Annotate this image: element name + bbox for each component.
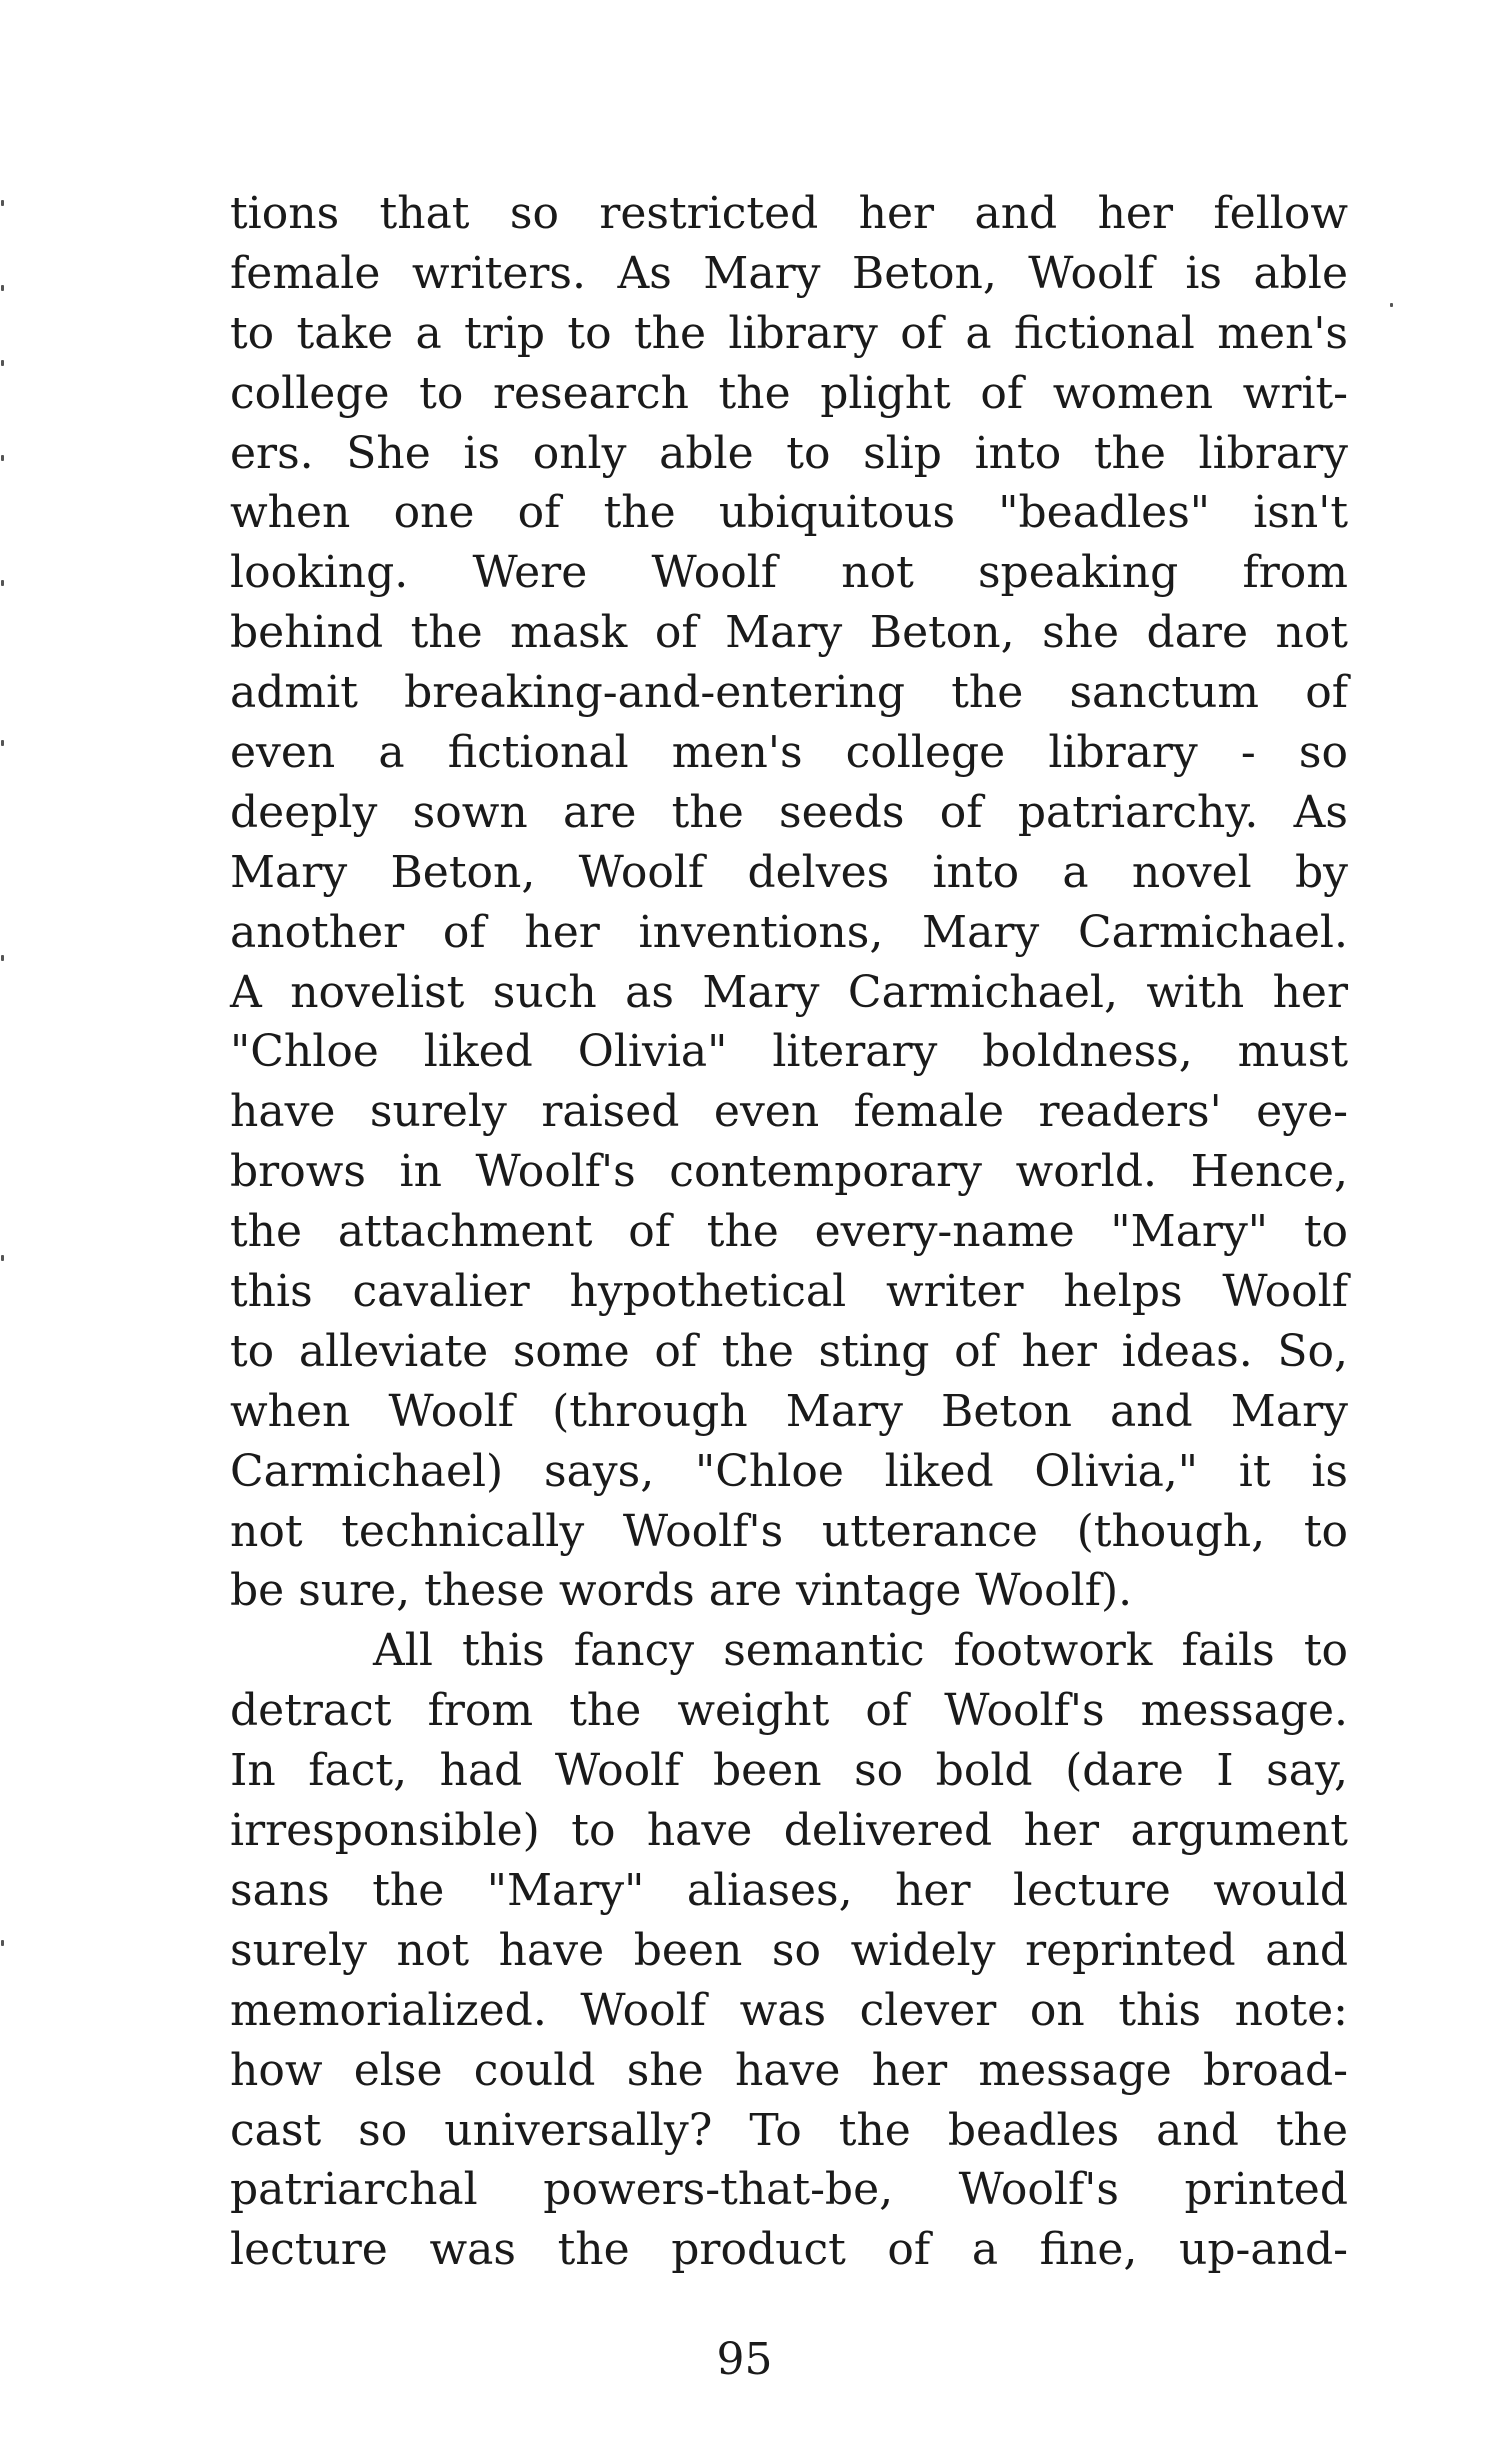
text-line: patriarchal powers-that-be, Woolf's printed: [230, 2164, 1348, 2216]
scan-speck: [1, 1940, 4, 1946]
scan-speck: [1, 200, 4, 206]
text-line: have surely raised even female readers' eye-: [230, 1086, 1348, 1138]
scan-speck: [1, 740, 4, 746]
text-line: ers. She is only able to slip into the library: [230, 427, 1348, 479]
text-line: how else could she have her message broad-: [230, 2044, 1348, 2096]
text-line: even a fictional men's college library - so: [230, 727, 1348, 779]
page-number: 95: [716, 2334, 773, 2385]
text-line: memorialized. Woolf was clever on this note:: [230, 1984, 1348, 2036]
text-line: admit breaking-and-entering the sanctum of: [230, 667, 1348, 719]
text-line: to alleviate some of the sting of her ideas. So,: [230, 1325, 1348, 1377]
text-line: the attachment of the every-name "Mary" to: [230, 1206, 1348, 1258]
text-line: surely not have been so widely reprinted and: [230, 1924, 1348, 1976]
text-line: lecture was the product of a fine, up-and-: [230, 2224, 1348, 2276]
paragraph-end-line: be sure, these words are vintage Woolf).: [230, 1565, 1133, 1617]
text-line: irresponsible) to have delivered her argument: [230, 1805, 1348, 1857]
text-line: A novelist such as Mary Carmichael, with her: [230, 966, 1348, 1018]
scan-speck: [1, 955, 4, 961]
scan-speck: [1390, 303, 1393, 307]
paragraph-first-line: All this fancy semantic footwork fails to: [373, 1625, 1348, 1677]
text-line: college to research the plight of women writ-: [230, 367, 1348, 419]
text-line: brows in Woolf's contemporary world. Hence,: [230, 1146, 1348, 1198]
scan-speck: [1, 580, 4, 586]
text-line: cast so universally? To the beadles and the: [230, 2104, 1348, 2156]
text-line: detract from the weight of Woolf's message.: [230, 1685, 1348, 1737]
scan-speck: [1, 360, 4, 366]
scan-speck: [1, 455, 4, 461]
text-line: when Woolf (through Mary Beton and Mary: [230, 1385, 1348, 1437]
text-line: Mary Beton, Woolf delves into a novel by: [230, 846, 1348, 898]
text-line: when one of the ubiquitous "beadles" isn't: [230, 487, 1348, 539]
text-line: deeply sown are the seeds of patriarchy. As: [230, 786, 1348, 838]
text-line: female writers. As Mary Beton, Woolf is able: [230, 247, 1348, 299]
text-line: Carmichael) says, "Chloe liked Olivia," it is: [230, 1445, 1348, 1497]
text-line: "Chloe liked Olivia" literary boldness, must: [230, 1026, 1348, 1078]
text-line: looking. Were Woolf not speaking from: [230, 547, 1348, 599]
text-line: tions that so restricted her and her fellow: [230, 188, 1348, 239]
body-text: [230, 184, 1348, 2280]
text-line: sans the "Mary" aliases, her lecture would: [230, 1864, 1348, 1916]
scan-speck: [1, 285, 4, 291]
text-line: not technically Woolf's utterance (though, to: [230, 1505, 1348, 1557]
text-line: another of her inventions, Mary Carmichael.: [230, 906, 1348, 958]
text-line: this cavalier hypothetical writer helps Woolf: [230, 1266, 1348, 1318]
text-line: behind the mask of Mary Beton, she dare not: [230, 607, 1348, 659]
text-line: In fact, had Woolf been so bold (dare I say,: [230, 1745, 1348, 1797]
text-line: to take a trip to the library of a fictional men's: [230, 307, 1348, 359]
scan-speck: [1, 1255, 4, 1261]
